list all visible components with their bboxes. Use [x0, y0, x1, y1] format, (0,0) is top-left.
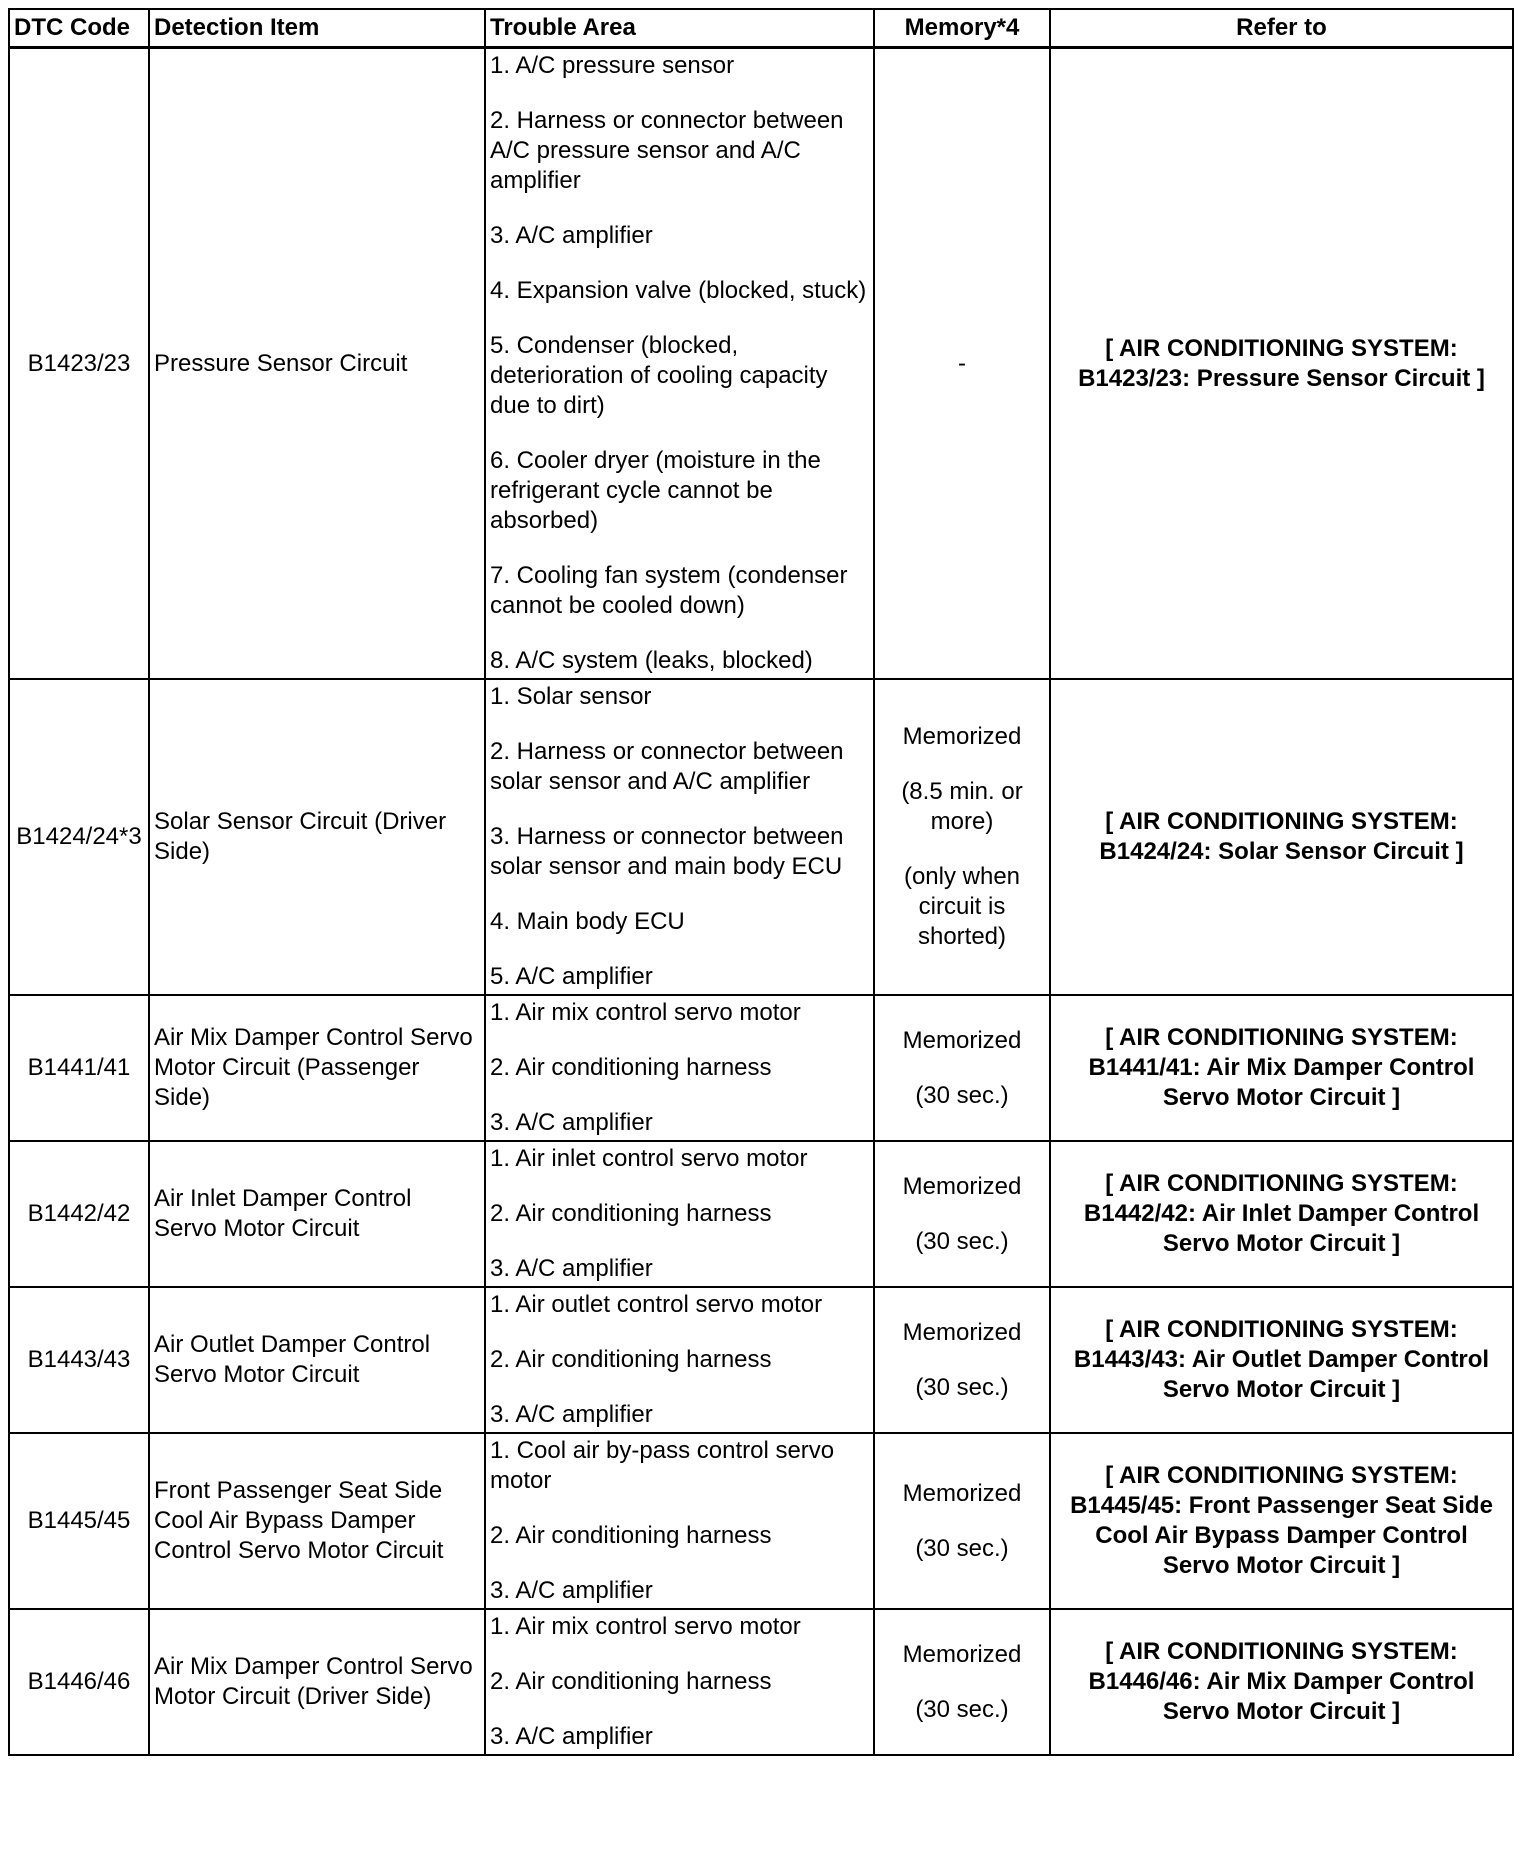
trouble-area-item: 1. Air mix control servo motor: [490, 1613, 801, 1640]
memory-line: (30 sec.): [915, 1373, 1009, 1401]
refer-to-line: [ AIR CONDITIONING SYSTEM:: [1105, 1170, 1458, 1197]
refer-to-line: B1445/45: Front Passenger Seat Side: [1070, 1492, 1493, 1519]
memory-cell: [874, 1609, 1050, 1755]
dtc-code-cell: B1445/45: [9, 1433, 149, 1609]
trouble-area-item: 4. Main body ECU: [490, 908, 685, 935]
trouble-area-item: 3. A/C amplifier: [490, 222, 653, 249]
refer-to-line: Servo Motor Circuit ]: [1162, 1698, 1401, 1725]
trouble-area-item: 1. Air inlet control servo motor: [490, 1145, 808, 1172]
dtc-code-cell: B1443/43: [9, 1287, 149, 1433]
refer-to-line: [ AIR CONDITIONING SYSTEM:: [1105, 1024, 1458, 1051]
refer-to-line: B1424/24: Solar Sensor Circuit ]: [1099, 838, 1464, 865]
table-row: [9, 48, 1513, 680]
detection-item-cell: Air Outlet Damper Control Servo Motor Circuit: [149, 1287, 485, 1433]
trouble-area-item: 1. Air outlet control servo motor: [490, 1291, 823, 1318]
refer-to-line: [ AIR CONDITIONING SYSTEM:: [1105, 1638, 1458, 1665]
refer-to-cell: [1050, 1141, 1513, 1287]
memory-cell: [874, 995, 1050, 1141]
dtc-code-cell: B1442/42: [9, 1141, 149, 1287]
refer-to-line: Servo Motor Circuit ]: [1162, 1376, 1401, 1403]
trouble-area-item: 3. A/C amplifier: [490, 1401, 653, 1428]
dtc-code-cell: B1441/41: [9, 995, 149, 1141]
trouble-area-item: 5. A/C amplifier: [490, 963, 653, 990]
trouble-area-cell: [485, 48, 874, 680]
trouble-area-item: 2. Air conditioning harness: [490, 1668, 772, 1695]
trouble-area-item: 6. Cooler dryer (moisture in the refrigerant cycle cannot be absorbed): [490, 447, 821, 534]
memory-line: Memorized: [902, 1479, 1022, 1507]
trouble-area-cell: [485, 1609, 874, 1755]
trouble-area-item: 3. A/C amplifier: [490, 1255, 653, 1282]
refer-to-line: B1446/46: Air Mix Damper Control: [1088, 1668, 1475, 1695]
dtc-code-cell: B1446/46: [9, 1609, 149, 1755]
memory-line: Memorized: [902, 1318, 1022, 1346]
memory-line: (30 sec.): [915, 1695, 1009, 1723]
refer-to-line: B1423/23: Pressure Sensor Circuit ]: [1078, 364, 1485, 392]
refer-to-line: Cool Air Bypass Damper Control: [1095, 1522, 1468, 1549]
header-detection-item: Detection Item: [149, 9, 485, 48]
trouble-area-item: 2. Harness or connector between solar sensor and A/C amplifier: [490, 738, 844, 795]
memory-cell: [874, 679, 1050, 995]
memory-line: -: [958, 349, 966, 377]
trouble-area-item: 2. Air conditioning harness: [490, 1200, 772, 1227]
trouble-area-item: 2. Air conditioning harness: [490, 1346, 772, 1373]
memory-line: (30 sec.): [915, 1227, 1009, 1255]
trouble-area-item: 3. A/C amplifier: [490, 1577, 653, 1604]
dtc-code-cell: B1423/23: [9, 48, 149, 680]
trouble-area-cell: [485, 679, 874, 995]
header-refer-to: Refer to: [1050, 9, 1513, 48]
refer-to-line: [ AIR CONDITIONING SYSTEM:: [1105, 334, 1458, 362]
trouble-area-item: 3. Harness or connector between solar sensor and main body ECU: [490, 823, 844, 880]
table-row: [9, 679, 1513, 995]
memory-line: (only when circuit is shorted): [903, 863, 1021, 950]
trouble-area-cell: [485, 995, 874, 1141]
memory-line: (8.5 min. or more): [901, 778, 1023, 835]
refer-to-line: Servo Motor Circuit ]: [1162, 1552, 1401, 1579]
trouble-area-cell: [485, 1141, 874, 1287]
trouble-area-item: 5. Condenser (blocked, deterioration of cooling capacity due to dirt): [490, 332, 828, 419]
memory-line: (30 sec.): [915, 1081, 1009, 1109]
detection-item-cell: Solar Sensor Circuit (Driver Side): [149, 679, 485, 995]
header-row: [9, 9, 1513, 48]
memory-cell: [874, 1141, 1050, 1287]
memory-line: Memorized: [902, 1172, 1022, 1200]
header-memory: Memory*4: [874, 9, 1050, 48]
refer-to-cell: [1050, 1609, 1513, 1755]
refer-to-line: [ AIR CONDITIONING SYSTEM:: [1105, 1462, 1458, 1489]
refer-to-line: [ AIR CONDITIONING SYSTEM:: [1105, 1316, 1458, 1343]
refer-to-line: Servo Motor Circuit ]: [1162, 1084, 1401, 1111]
trouble-area-item: 7. Cooling fan system (condenser cannot be cooled down): [490, 562, 848, 619]
table-row: [9, 1609, 1513, 1755]
memory-cell: [874, 1287, 1050, 1433]
refer-to-cell: [1050, 995, 1513, 1141]
refer-to-line: B1441/41: Air Mix Damper Control: [1088, 1054, 1475, 1081]
trouble-area-item: 1. A/C pressure sensor: [490, 52, 735, 79]
detection-item-cell: Air Inlet Damper Control Servo Motor Circuit: [149, 1141, 485, 1287]
dtc-code-cell: B1424/24*3: [9, 679, 149, 995]
trouble-area-item: 2. Harness or connector between A/C pressure sensor and A/C amplifier: [490, 107, 844, 194]
trouble-area-item: 8. A/C system (leaks, blocked): [490, 647, 813, 674]
refer-to-line: B1442/42: Air Inlet Damper Control: [1083, 1200, 1480, 1227]
memory-line: Memorized: [902, 723, 1022, 750]
header-dtc-code: DTC Code: [9, 9, 149, 48]
refer-to-cell: [1050, 679, 1513, 995]
refer-to-cell: [1050, 1433, 1513, 1609]
trouble-area-item: 3. A/C amplifier: [490, 1109, 653, 1136]
table-body: [9, 48, 1513, 1756]
refer-to-cell: [1050, 48, 1513, 680]
trouble-area-item: 1. Solar sensor: [490, 683, 652, 710]
trouble-area-item: 4. Expansion valve (blocked, stuck): [490, 277, 867, 304]
table-row: [9, 995, 1513, 1141]
memory-line: (30 sec.): [915, 1534, 1009, 1562]
trouble-area-cell: [485, 1433, 874, 1609]
trouble-area-item: 1. Air mix control servo motor: [490, 999, 801, 1026]
detection-item-cell: Air Mix Damper Control Servo Motor Circuit (Driver Side): [149, 1609, 485, 1755]
memory-line: Memorized: [902, 1026, 1022, 1054]
trouble-area-cell: [485, 1287, 874, 1433]
trouble-area-item: 2. Air conditioning harness: [490, 1522, 772, 1549]
refer-to-line: Servo Motor Circuit ]: [1162, 1230, 1401, 1257]
memory-cell: [874, 48, 1050, 680]
header-trouble-area: Trouble Area: [485, 9, 874, 48]
refer-to-cell: [1050, 1287, 1513, 1433]
table-row: [9, 1433, 1513, 1609]
trouble-area-item: 1. Cool air by-pass control servo motor: [490, 1437, 835, 1494]
refer-to-line: B1443/43: Air Outlet Damper Control: [1073, 1346, 1490, 1373]
table-row: [9, 1287, 1513, 1433]
detection-item-cell: Air Mix Damper Control Servo Motor Circuit (Passenger Side): [149, 995, 485, 1141]
memory-cell: [874, 1433, 1050, 1609]
trouble-area-item: 2. Air conditioning harness: [490, 1054, 772, 1081]
table-row: [9, 1141, 1513, 1287]
trouble-area-item: 3. A/C amplifier: [490, 1723, 653, 1750]
memory-line: Memorized: [902, 1640, 1022, 1668]
dtc-table: [8, 8, 1514, 1756]
refer-to-line: [ AIR CONDITIONING SYSTEM:: [1105, 808, 1458, 835]
detection-item-cell: Pressure Sensor Circuit: [149, 48, 485, 680]
detection-item-cell: Front Passenger Seat Side Cool Air Bypass Damper Control Servo Motor Circuit: [149, 1433, 485, 1609]
